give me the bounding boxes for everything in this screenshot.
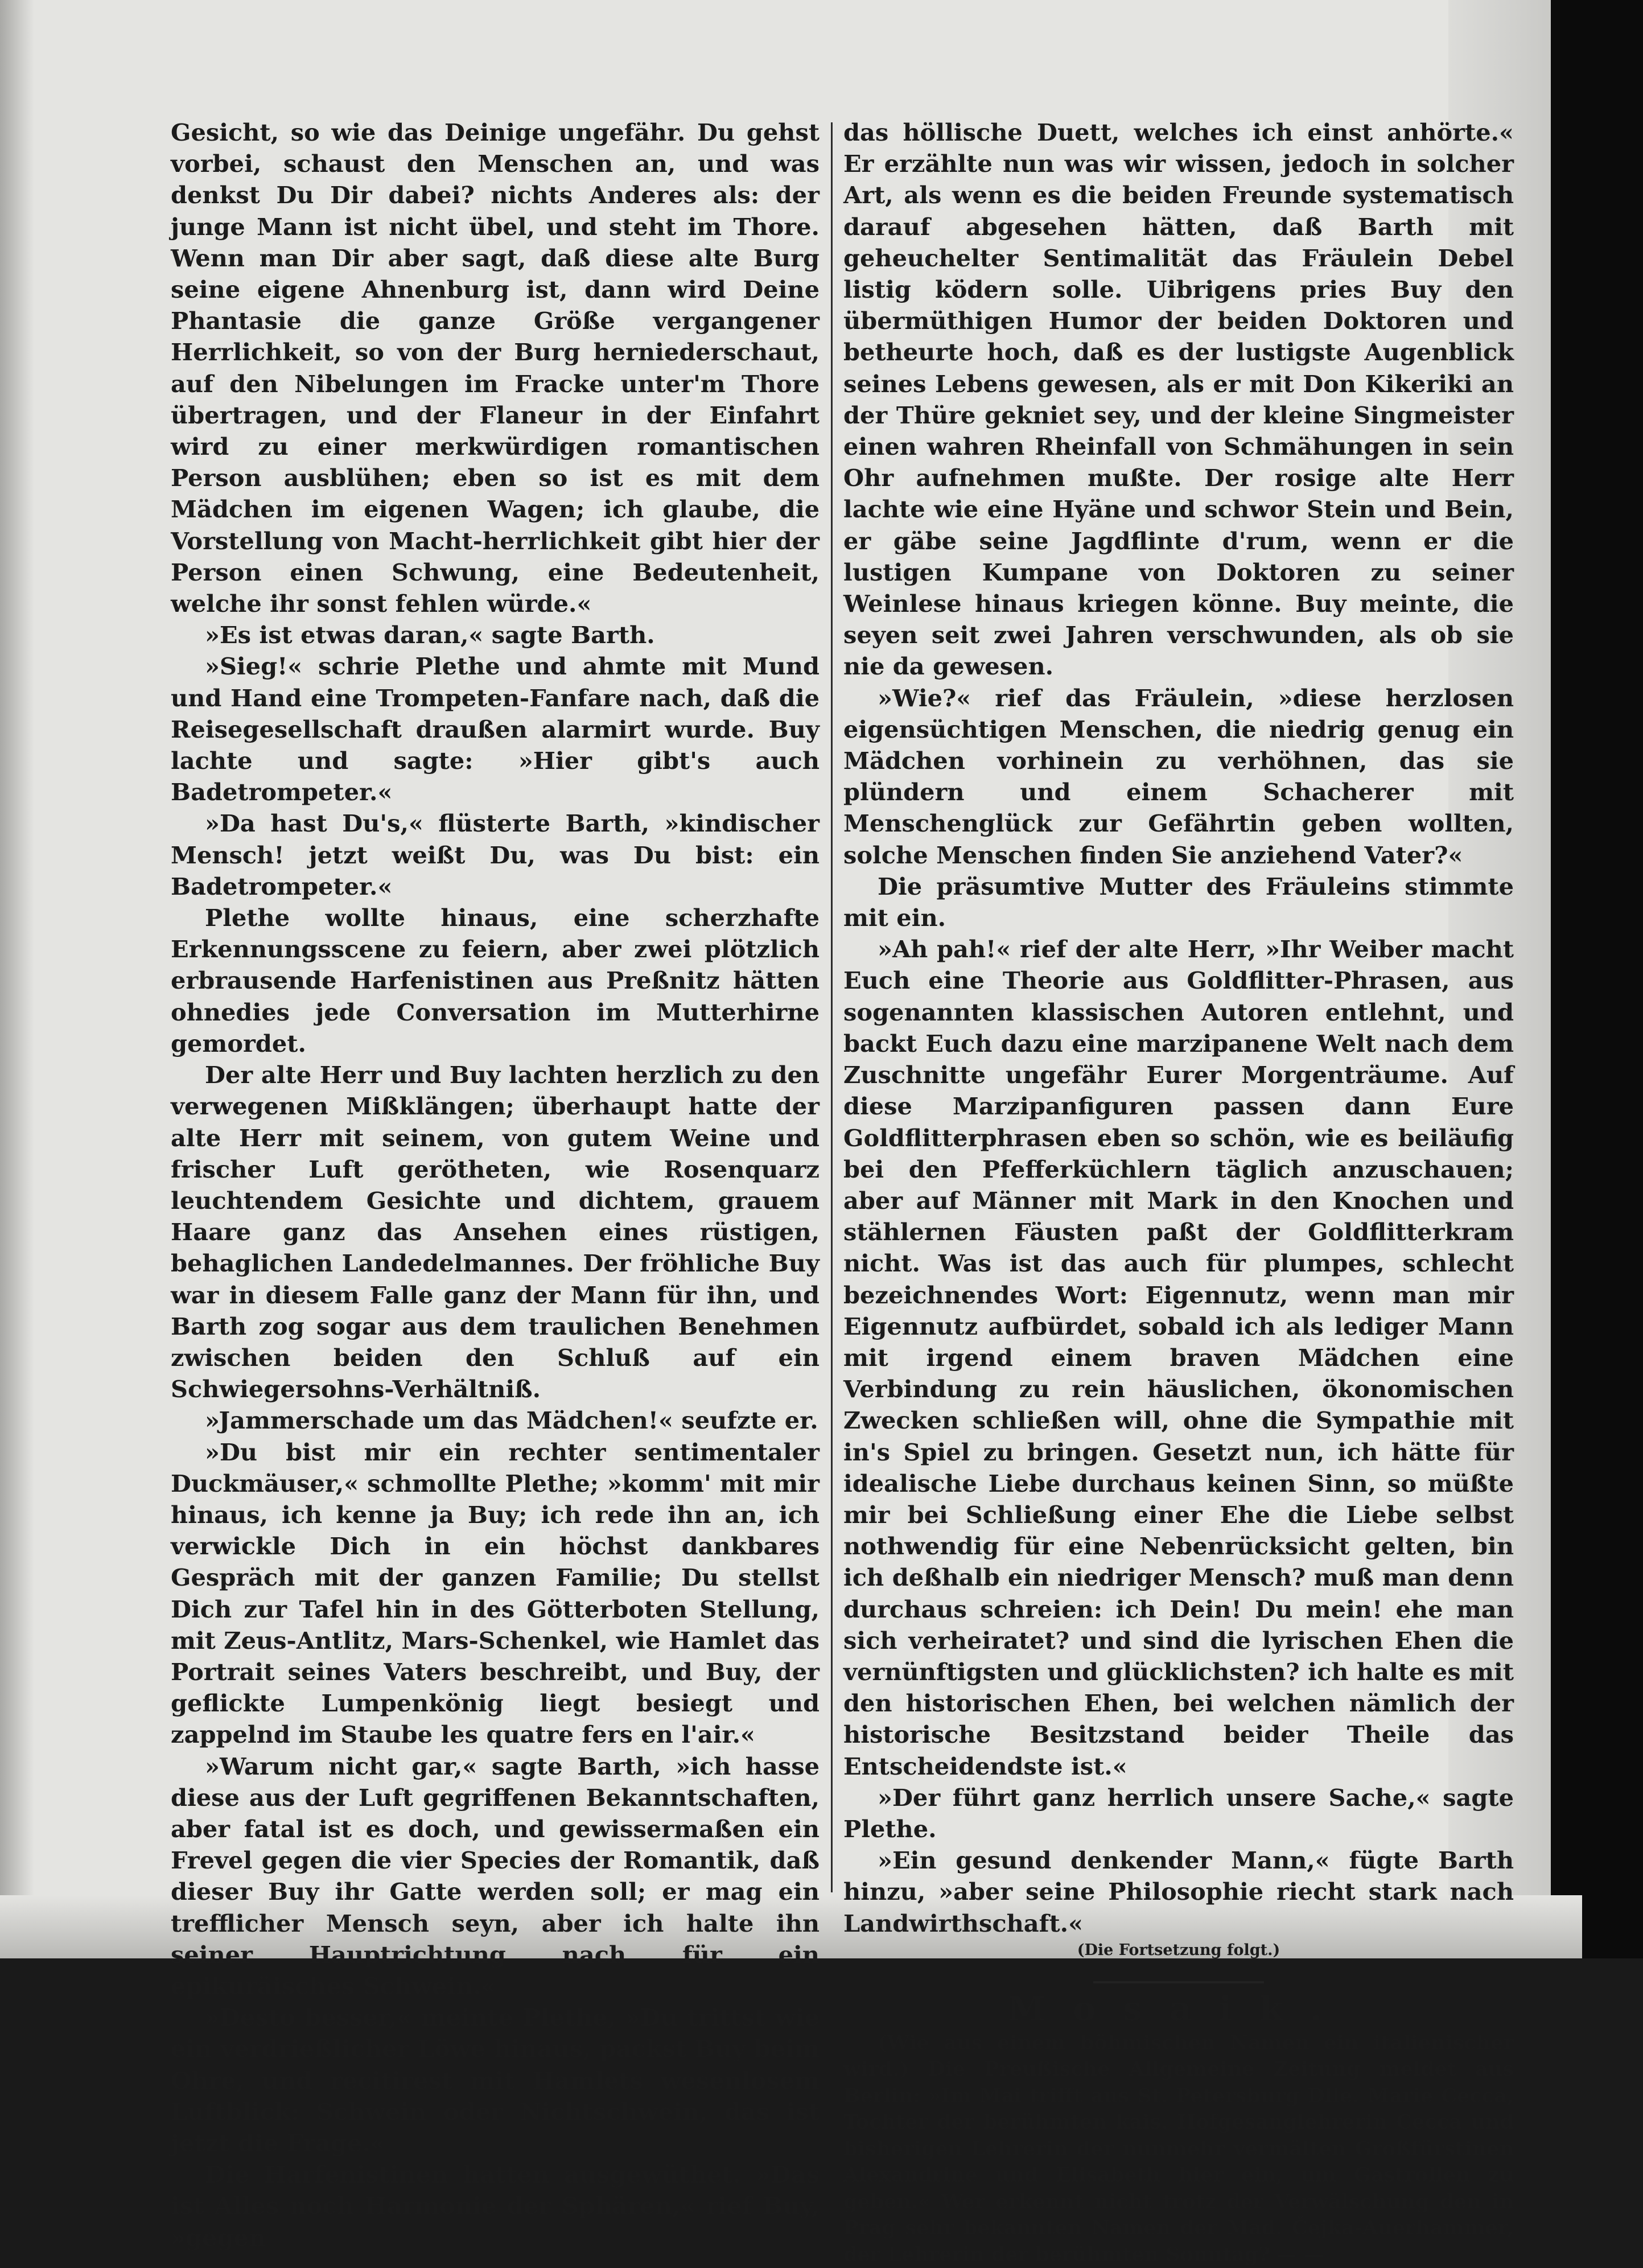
mosaic-section — [843, 2030, 1514, 2268]
column-divider — [831, 122, 833, 1892]
right-paragraph-3: Die präsumtive Mutter des Fräuleins stimmte mit ein. — [843, 872, 1514, 932]
left-paragraph-2: »Es ist etwas daran,« sagte Barth. — [205, 621, 655, 649]
left-paragraph-10: »Desto besser,« meinte Plethe, »Du trittst wie ein verdrießlicher Löwe hinaus, packst Buy beim Ohre, und recitirest mit Hamlets wesenlosem Luftblick: Schwein oder Nichtschwein, das ist jetzt die Frage.« — [171, 2003, 820, 2157]
left-paragraph-6: Der alte Herr und Buy lachten herzlich zu den verwegenen Mißklängen; überhaupt hatte der alte Herr mit seinem, von gutem Weine und frischer Luft gerötheten, wie Rosenquarz leuchtendem Gesichte und dichtem, grauem Haare ganz das Ansehen eines rüstigen, behaglichen Landedelmannes. Der fröhliche Buy war in diesem Falle ganz der Mann für ihn, und Barth zog sogar aus dem traulichen Benehmen zwischen beiden den Schluß auf ein Schwiegersohns-Verhältniß. — [171, 1061, 820, 1403]
mosaic-heading: Mosaik. — [1007, 1989, 1350, 2029]
section-rule — [1093, 1981, 1264, 1983]
left-paragraph-9: »Warum nicht gar,« sagte Barth, »ich hasse diese aus der Luft gegriffenen Bekanntschaften, aber fatal ist es doch, und gewissermaßen ein Frevel gegen die vier Species der Romantik, daß dieser Buy ihr Gatte werden soll; er mag ein trefflicher Mensch seyn, aber ich halte ihn seiner Hauptrichtung nach für ein epikuräisches Schwein.« — [171, 1752, 820, 2000]
left-paragraph-3: »Sieg!« schrie Plethe und ahmte mit Mund und Hand eine Trompeten-Fanfare nach, daß die Reisegesellschaft draußen alarmirt wurde. Buy lachte und sagte: »Hier gibt's auch Badetrompeter.« — [171, 652, 820, 806]
right-paragraph-1: das höllische Duett, welches ich einst anhörte.« Er erzählte nun was wir wissen, jedoch in solcher Art, als wenn es die beiden Freunde systematisch darauf abgesehen hätten, daß Barth mit geheuchelter Sentimalität das Fräulein Debel listig ködern solle. Uibrigens pries Buy den übermüthigen Humor der beiden Doktoren und betheurte hoch, daß es der lustigste Augenblick seines Lebens gewesen, als er mit Don Kikeriki an der Thüre gekniet sey, und der kleine Singmeister einen wahren Rheinfall von Schmähungen in sein Ohr aufnehmen mußte. Der rosige alte Herr lachte wie eine Hyäne und schwor Stein und Bein, er gäbe seine Jagdflinte d'rum, wenn er die lustigen Kumpane von Doktoren zu seiner Weinlese hinaus kriegen könne. Buy meinte, die seyen seit zwei Jahren verschwunden, als ob sie nie da gewesen. — [843, 118, 1514, 681]
left-paragraph-8: »Du bist mir ein rechter sentimentaler Duckmäuser,« schmollte Plethe; »komm' mit mir hinaus, ich kenne ja Buy; ich rede ihn an, ich verwickle Dich in ein höchst dankbares Gespräch mit der ganzen Familie; Du stellst Dich zur Tafel hin in des Götterboten Stellung, mit Zeus-Antlitz, Mars-Schenkel, wie Hamlet das Portrait seines Vaters beschreibt, und Buy, der geflickte Lumpenkönig liegt besiegt und zappelnd im Staube les quatre fers en l'air.« — [171, 1438, 820, 1749]
left-paragraph-7: »Jammerschade um das Mädchen!« seufzte er. — [205, 1406, 818, 1435]
left-paragraph-11: Die Harfenistinen hatten ausgewüthet. »Das ist Alles noch Harmonie der Sphären,« rief Buy, »gegen — [171, 2160, 820, 2251]
continued-note: (Die Fortsetzung folgt.) — [1077, 1941, 1280, 1959]
mosaic-paragraph: (Wie aus einem böhmischen Namen ein italienischer wird.) Die Preußische Allgemeine Zeitung meldet aus Berlin: »Im Mai trifft aus St. Petersburg Dlle. Marie Cecca, Tochter der berühmten kais. Hofgesanglehrerin Cecca und bisherigen Lehrerin der nunmehr vermälten Großfürstinen Alexandrine und Elisabeth hier ein, um Gastrollen zu geben.« Wer erkennt nicht trotz der Verwälschung den in Prag sehr bekannten Namen der Mad. Čejka-Auerhammer, der Lehrerin der berühmten Sonntag? — — — [843, 2031, 1514, 2266]
right-paragraph-2: »Wie?« rief das Fräulein, »diese herzlosen eigensüchtigen Menschen, die niedrig genug ein Mädchen vorhinein zu verhöhnen, das sie plündern und einem Schacherer mit Menschenglück zur Gefährtin geben wollten, solche Menschen finden Sie anziehend Vater?« — [843, 684, 1514, 869]
right-paragraph-6: »Ein gesund denkender Mann,« fügte Barth hinzu, »aber seine Philosophie riecht stark nach Landwirthschaft.« — [843, 1846, 1514, 1937]
left-paragraph-1: Gesicht, so wie das Deinige ungefähr. Du gehst vorbei, schaust den Menschen an, und was denkst Du Dir dabei? nichts Anderes als: der junge Mann ist nicht übel, und steht im Thore. Wenn man Dir aber sagt, daß diese alte Burg seine eigene Ahnenburg ist, dann wird Deine Phantasie die ganze Größe vergangener Herrlichkeit, so von der Burg herniederschaut, auf den Nibelungen im Fracke unter'm Thore übertragen, und der Flaneur in der Einfahrt wird zu einer merkwürdigen romantischen Person ausblühen; eben so ist es mit dem Mädchen im eigenen Wagen; ich glaube, die Vorstellung von Macht-herrlichkeit gibt hier der Person einen Schwung, eine Bedeutenheit, welche ihr sonst fehlen würde.« — [171, 118, 820, 618]
right-paragraph-4: »Ah pah!« rief der alte Herr, »Ihr Weiber macht Euch eine Theorie aus Goldflitter-Phrasen, aus sogenannten klassischen Autoren entlehnt, und backt Euch dazu eine marzipanene Welt nach dem Zuschnitte ungefähr Eurer Morgenträume. Auf diese Marzipanfiguren passen dann Eure Goldflitterphrasen eben so schön, wie es beiläufig bei den Pfefferküchlern täglich anzuschauen; aber auf Männer mit Mark in den Knochen und stählernen Fäusten paßt der Goldflitterkram nicht. Was ist das auch für plumpes, schlecht bezeichnendes Wort: Eigennutz, wenn man mir Eigennutz aufbürdet, sobald ich als lediger Mann mit irgend einem braven Mädchen eine Verbindung zu rein häuslichen, ökonomischen Zwecken schließen will, ohne die Sympathie mit in's Spiel zu bringen. Gesetzt nun, ich hätte für idealische Liebe durchaus keinen Sinn, so müßte mir bei Schließung einer Ehe die Liebe selbst nothwendig für eine Nebenrücksicht gelten, bin ich deßhalb ein niedriger Mensch? muß man denn durchaus schreien: ich Dein! Du mein! ehe man sich verheiratet? und sind die lyrischen Ehen die vernünftigsten und glücklichsten? ich halte es mit den historischen Ehen, bei welchen nämlich der historische Besitzstand beider Theile das Entscheidendste ist.« — [843, 935, 1514, 1780]
left-paragraph-4: »Da hast Du's,« flüsterte Barth, »kindischer Mensch! jetzt weißt Du, was Du bist: ein Badetrompeter.« — [171, 809, 820, 900]
right-column — [843, 117, 1514, 2268]
right-paragraph-5: »Der führt ganz herrlich unsere Sache,« sagte Plethe. — [843, 1783, 1514, 1843]
left-column — [171, 117, 820, 2253]
scan-dark-edge — [1551, 0, 1643, 1958]
left-paragraph-5: Plethe wollte hinaus, eine scherzhafte Erkennungsscene zu feiern, aber zwei plötzlich erbrausende Harfenistinen aus Preßnitz hätten ohnedies jede Conversation im Mutterhirne gemordet. — [171, 904, 820, 1057]
page-left-shadow — [0, 0, 34, 1958]
